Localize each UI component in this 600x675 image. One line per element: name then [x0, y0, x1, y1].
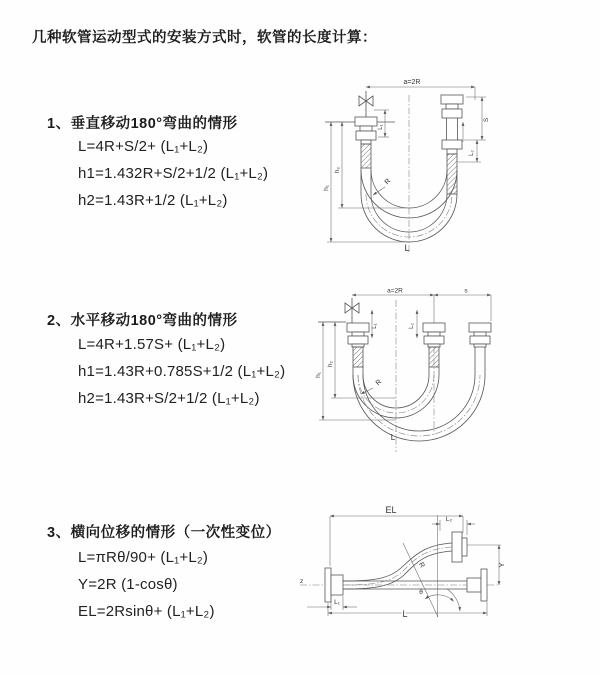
l1-label: L₁	[372, 323, 378, 329]
section-3-formula-EL: EL=2Rsinθ+ (L₁+L₂)	[78, 603, 215, 620]
length-label: L	[404, 243, 410, 253]
length-label: L	[402, 609, 408, 619]
left-fitting	[355, 117, 377, 168]
l1-label: L₁	[378, 124, 384, 130]
section-3-formula-L: L=πRθ/90+ (L₁+L₂)	[78, 549, 209, 566]
valve-icon	[345, 298, 359, 323]
upper-flange	[452, 532, 467, 562]
right-flange	[467, 569, 487, 601]
section-2-formula-L: L=4R+1.57S+ (L₁+L₂)	[78, 336, 226, 353]
middle-fitting	[423, 323, 445, 367]
axis-mark-label: z	[300, 578, 304, 585]
right-hose-braid	[447, 154, 457, 194]
radius-construction	[403, 515, 460, 617]
middle-hose-braid	[429, 347, 439, 367]
radius-label: R	[417, 561, 426, 570]
dimension-el	[330, 505, 463, 566]
span-label: a=2R	[387, 287, 403, 295]
diagram-lateral-displacement	[295, 495, 600, 635]
section-3-formula-Y: Y=2R (1-cosθ)	[78, 576, 178, 593]
l2-label: L₂	[409, 323, 415, 329]
h2-label: h₂	[334, 166, 341, 174]
l2-label: L₂	[469, 150, 475, 156]
offset-label: s	[464, 287, 468, 295]
section-2-heading: 2、水平移动180°弯曲的情形	[47, 313, 238, 329]
dimension-l2	[409, 310, 417, 338]
section-1-formula-h2: h2=1.43R+1/2 (L₁+L₂)	[78, 192, 228, 209]
dimension-length	[328, 602, 487, 619]
l1-label: L₁	[334, 599, 340, 606]
length-label: L	[390, 433, 396, 442]
section-1-formula-h1: h1=1.432R+S/2+1/2 (L₁+L₂)	[78, 165, 269, 182]
diagram-horizontal-180-bend	[300, 280, 600, 465]
section-1-formula-L: L=4R+S/2+ (L₁+L₂)	[78, 138, 209, 155]
page-title: 几种软管运动型式的安装方式时，软管的长度计算：	[32, 30, 377, 46]
diagram-vertical-180-bend	[300, 70, 600, 265]
y-label: Y	[497, 562, 506, 568]
radius-label: R	[374, 378, 384, 388]
right-fitting-ghost	[469, 323, 491, 375]
dimension-offset	[434, 288, 491, 322]
hose-s-curve	[343, 543, 452, 589]
dimension-l1	[372, 310, 378, 338]
hose-u-bend	[353, 375, 485, 441]
left-hose-braid	[361, 144, 371, 168]
radius-callout	[373, 178, 392, 195]
dimension-l1	[307, 596, 357, 610]
section-1-heading: 1、垂直移动180°弯曲的情形	[47, 116, 238, 132]
left-fitting	[347, 323, 369, 367]
h1-label: h₁	[323, 185, 330, 191]
el-label: EL	[385, 505, 397, 515]
span-label: a=2R	[403, 79, 421, 86]
h1-label: h₁	[315, 372, 322, 378]
theta-label: θ	[419, 589, 423, 596]
h2-label: h₂	[327, 360, 334, 368]
s-label: S	[483, 117, 490, 123]
right-fitting	[441, 95, 463, 194]
section-2-formula-h1: h1=1.43R+0.785S+1/2 (L₁+L₂)	[78, 363, 286, 380]
radius-label: R	[383, 177, 393, 187]
hose-u-bend	[361, 170, 457, 242]
section-2-formula-h2: h2=1.43R+S/2+1/2 (L₁+L₂)	[78, 390, 260, 407]
dimension-s	[464, 97, 490, 140]
section-3-heading: 3、横向位移的情形（一次性变位）	[47, 525, 281, 541]
l2-label: L₂	[445, 516, 453, 523]
dimension-span	[352, 288, 434, 296]
left-flange	[325, 568, 343, 602]
valve-icon	[359, 91, 373, 117]
left-hose-braid	[353, 347, 363, 367]
